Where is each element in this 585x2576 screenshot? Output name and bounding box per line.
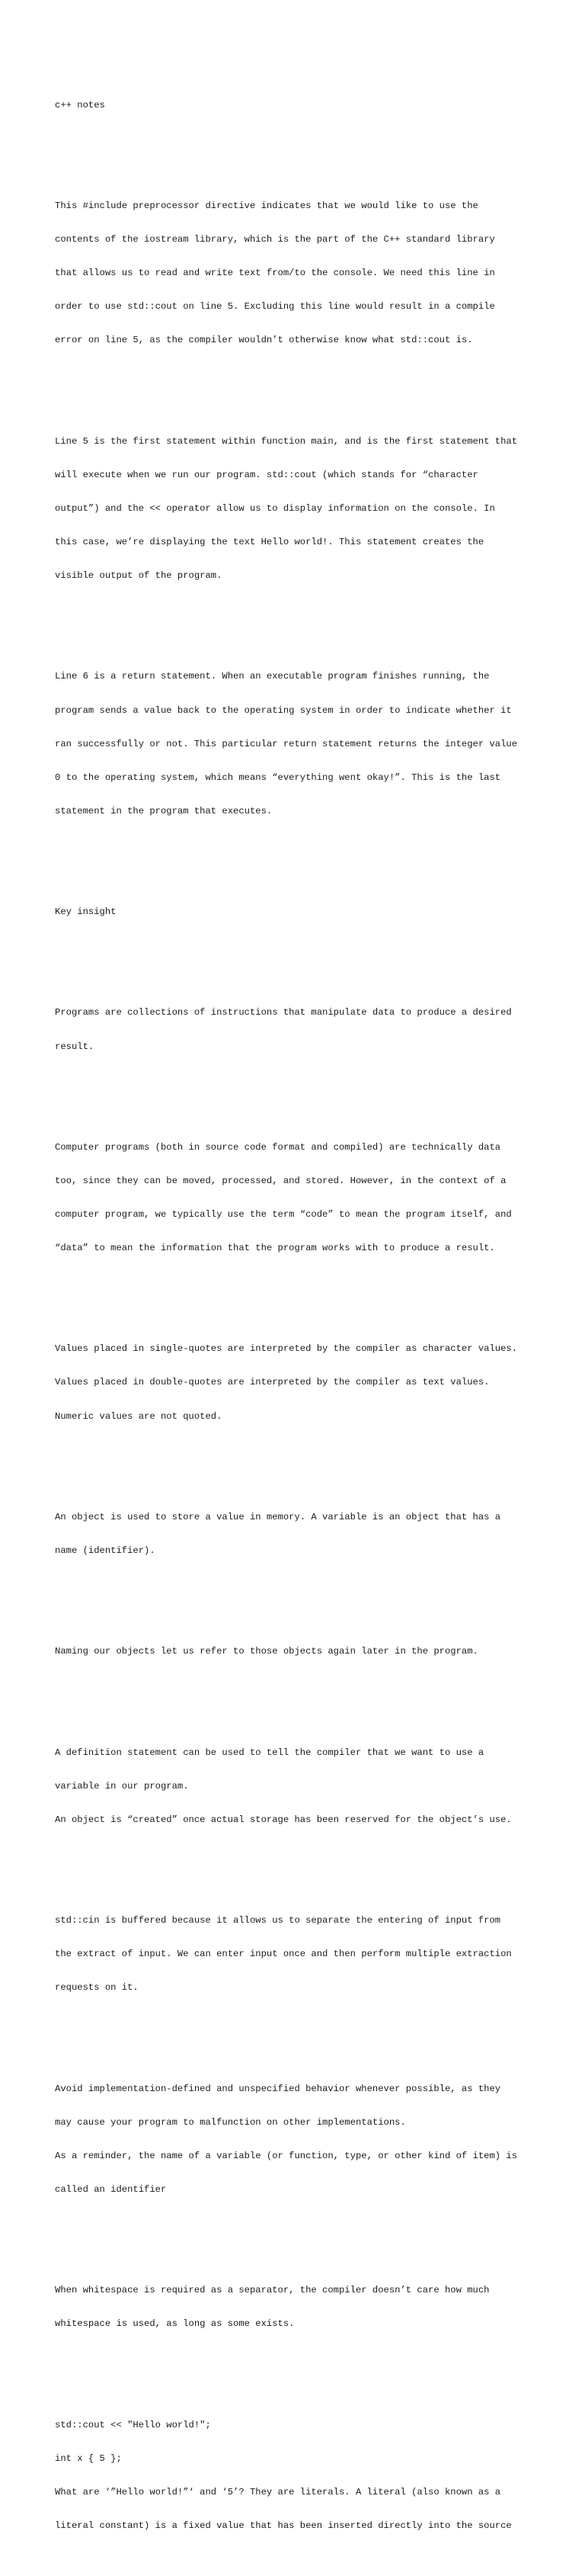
text-line: “data” to mean the information that the program works with to produce a result. bbox=[55, 1243, 495, 1254]
text-line: Numeric values are not quoted. bbox=[55, 1410, 222, 1422]
text-line: Values placed in double-quotes are interpreted by the compiler as text values. bbox=[55, 1377, 490, 1388]
text-line: name (identifier). bbox=[55, 1545, 155, 1556]
paragraph-naming bbox=[55, 1624, 542, 1680]
text-line: program sends a value back to the operating system in order to indicate whether it bbox=[55, 704, 512, 716]
text-line: This #include preprocessor directive indicates that we would like to use the bbox=[55, 200, 478, 212]
text-line: As a reminder, the name of a variable (or function, type, or other kind of item) is bbox=[55, 2150, 518, 2161]
code-line: std::cout << "Hello world!"; bbox=[55, 2419, 211, 2430]
text-line: 0 to the operating system, which means “everything went okay!”. This is the last bbox=[55, 772, 501, 783]
paragraph-programs bbox=[55, 985, 542, 1075]
key-insight-heading bbox=[55, 884, 542, 941]
paragraph-objects bbox=[55, 1489, 542, 1579]
paragraph-line-6 bbox=[55, 649, 542, 839]
paragraph-line-5 bbox=[55, 413, 542, 604]
text-line: the extract of input. We can enter input once and then perform multiple extraction bbox=[55, 1949, 512, 1960]
text-line: too, since they can be moved, processed, and stored. However, in the context of a bbox=[55, 1175, 507, 1186]
text-line: An object is “created” once actual storage has been reserved for the object’s use. bbox=[55, 1814, 512, 1825]
paragraph-cin-buffered bbox=[55, 1893, 542, 2016]
text-line: may cause your program to malfunction on other implementations. bbox=[55, 2116, 406, 2128]
text-line: Values placed in single-quotes are interpreted by the compiler as character values. bbox=[55, 1343, 518, 1355]
paragraph-literals bbox=[55, 2397, 542, 2554]
document-page bbox=[55, 55, 542, 2576]
text-line: this case, we’re displaying the text Hello world!. This statement creates the bbox=[55, 537, 484, 548]
paragraph-whitespace bbox=[55, 2263, 542, 2353]
text-line: order to use std::cout on line 5. Excluding this line would result in a compile bbox=[55, 301, 495, 313]
text-line: c++ notes bbox=[55, 99, 105, 111]
text-line: Computer programs (both in source code format and compiled) are technically data bbox=[55, 1141, 501, 1153]
text-line: Avoid implementation-defined and unspecified behavior whenever possible, as they bbox=[55, 2083, 501, 2094]
text-line: std::cin is buffered because it allows us to separate the entering of input from bbox=[55, 1915, 501, 1926]
paragraph-definition bbox=[55, 1724, 542, 1848]
text-line: Key insight bbox=[55, 906, 117, 918]
text-line: output”) and the << operator allow us to display information on the console. In bbox=[55, 502, 495, 514]
text-line: will execute when we run our program. std::cout (which stands for “character bbox=[55, 469, 478, 480]
text-line: contents of the iostream library, which is the part of the C++ standard library bbox=[55, 234, 495, 245]
text-line: What are ‘”Hello world!”‘ and ‘5’? They are literals. A literal (also known as a bbox=[55, 2486, 501, 2497]
text-line: A definition statement can be used to tell the compiler that we want to use a bbox=[55, 1747, 484, 1758]
text-line: result. bbox=[55, 1041, 94, 1052]
text-line: When whitespace is required as a separator, the compiler doesn’t care how much bbox=[55, 2285, 490, 2296]
document-title bbox=[55, 77, 542, 133]
text-line: that allows us to read and write text from/to the console. We need this line in bbox=[55, 268, 495, 279]
text-line: ran successfully or not. This particular return statement returns the integer value bbox=[55, 738, 518, 749]
text-line: variable in our program. bbox=[55, 1780, 189, 1792]
paragraph-undefined-behavior bbox=[55, 2061, 542, 2218]
code-line: int x { 5 }; bbox=[55, 2452, 122, 2464]
paragraph-include-directive bbox=[55, 178, 542, 369]
paragraph-quotes bbox=[55, 1321, 542, 1445]
text-line: error on line 5, as the compiler wouldn’t otherwise know what std::cout is. bbox=[55, 335, 473, 346]
text-line: Line 6 is a return statement. When an executable program finishes running, the bbox=[55, 671, 490, 682]
text-line: visible output of the program. bbox=[55, 570, 222, 582]
text-line: called an identifier bbox=[55, 2183, 167, 2195]
text-line: statement in the program that executes. bbox=[55, 805, 273, 816]
text-line: Programs are collections of instructions that manipulate data to produce a desired bbox=[55, 1007, 512, 1019]
text-line: computer program, we typically use the term “code” to mean the program itself, and bbox=[55, 1209, 512, 1220]
text-line: requests on it. bbox=[55, 1982, 139, 1994]
paragraph-code-and-data bbox=[55, 1119, 542, 1276]
text-line: literal constant) is a fixed value that has been inserted directly into the source bbox=[55, 2520, 512, 2531]
text-line: Line 5 is the first statement within function main, and is the first statement that bbox=[55, 435, 518, 447]
text-line: An object is used to store a value in memory. A variable is an object that has a bbox=[55, 1511, 501, 1522]
text-line: Naming our objects let us refer to those objects again later in the program. bbox=[55, 1646, 478, 1657]
text-line: whitespace is used, as long as some exists. bbox=[55, 2318, 295, 2330]
